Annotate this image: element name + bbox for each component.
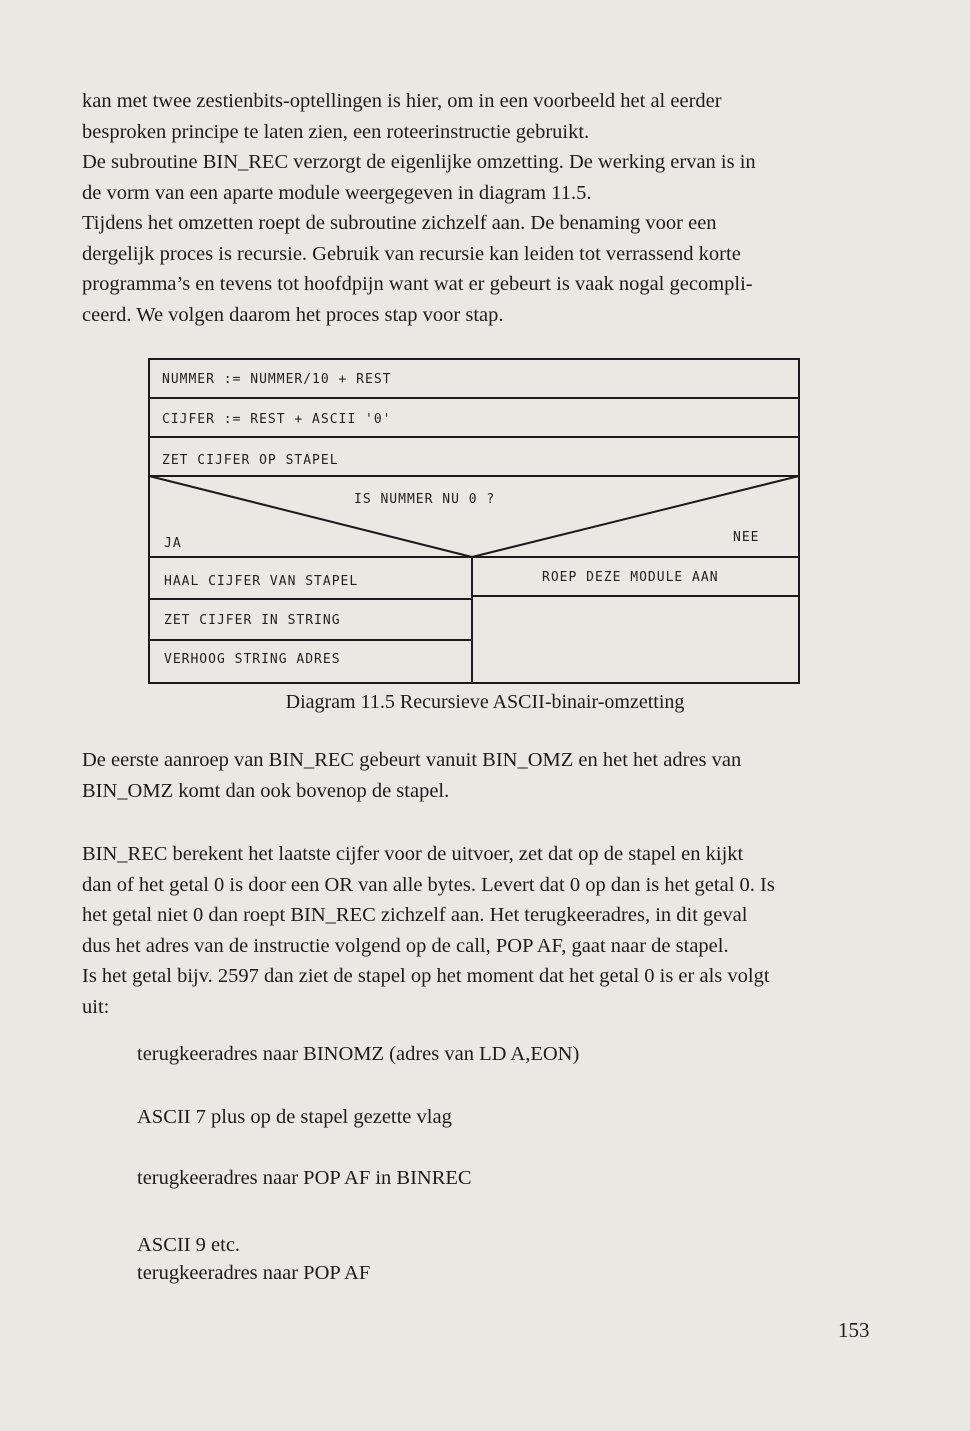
text-line: het getal niet 0 dan roept BIN_REC zichzelf aan. Het terugkeeradres, in dit geval [82,904,748,926]
text-line: Is het getal bijv. 2597 dan ziet de stapel op het moment dat het getal 0 is er als volgt [82,965,770,987]
intro-paragraph [82,86,870,330]
text-line: De subroutine BIN_REC verzorgt de eigenlijke omzetting. De werking ervan is in [82,151,756,173]
stack-item: ASCII 9 etc. [137,1234,241,1256]
structure-diagram [148,358,800,684]
text-line: BIN_OMZ komt dan ook bovenop de stapel. [82,779,450,802]
diagram-no-label: NEE [733,530,760,545]
text-line: dergelijk proces is recursie. Gebruik van recursie kan leiden tot verrassend korte [82,242,741,265]
text-line: dan of het getal 0 is door een OR van alle bytes. Levert dat 0 op dan is het getal 0. Is [82,873,775,896]
diagram-frame [148,358,800,684]
page-number: 153 [838,1318,870,1342]
condition-diagonal-left [149,476,472,557]
diagram-border [149,359,799,683]
text-line: programma’s en tevens tot hoofdpijn want wat er gebeurt is vaak nogal gecompli- [82,273,753,295]
paragraph-3 [82,839,870,1022]
paragraph-2 [82,745,870,806]
text-line: De eerste aanroep van BIN_REC gebeurt vanuit BIN_OMZ en het het adres van [82,749,742,771]
stack-item: ASCII 7 plus op de stapel gezette vlag [137,1106,452,1128]
yes-branch-step: HAAL CIJFER VAN STAPEL [164,574,359,589]
text-line: uit: [82,995,110,1018]
text-line: besproken principe te laten zien, een roteerinstructie gebruikt. [82,120,590,143]
stack-item: terugkeeradres naar BINOMZ (adres van LD A,EON) [137,1043,580,1065]
yes-branch-step: ZET CIJFER IN STRING [164,613,341,628]
diagram-row-2: CIJFER := REST + ASCII '0' [162,412,392,427]
diagram-caption: Diagram 11.5 Recursieve ASCII-binair-omzetting [285,691,685,713]
stack-item: terugkeeradres naar POP AF in BINREC [137,1167,472,1189]
text-line: dus het adres van de instructie volgend op de call, POP AF, gaat naar de stapel. [82,934,729,957]
diagram-row-3: ZET CIJFER OP STAPEL [162,453,339,468]
text-line: kan met twee zestienbits-optellingen is hier, om in een voorbeeld het al eerder [82,90,722,112]
text-line: ceerd. We volgen daarom het proces stap voor stap. [82,303,504,326]
text-line: BIN_REC berekent het laatste cijfer voor de uitvoer, zet dat op de stapel en kijkt [82,843,744,865]
text-line: de vorm van een aparte module weergegeven in diagram 11.5. [82,181,592,204]
text-line: Tijdens het omzetten roept de subroutine zichzelf aan. De benaming voor een [82,212,717,234]
diagram-row-1: NUMMER := NUMMER/10 + REST [162,372,392,387]
yes-branch-step: VERHOOG STRING ADRES [164,652,341,667]
diagram-yes-label: JA [164,536,182,551]
diagram-condition: IS NUMMER NU 0 ? [354,492,496,507]
stack-item: terugkeeradres naar POP AF [137,1262,371,1284]
no-branch-step: ROEP DEZE MODULE AAN [542,570,719,585]
